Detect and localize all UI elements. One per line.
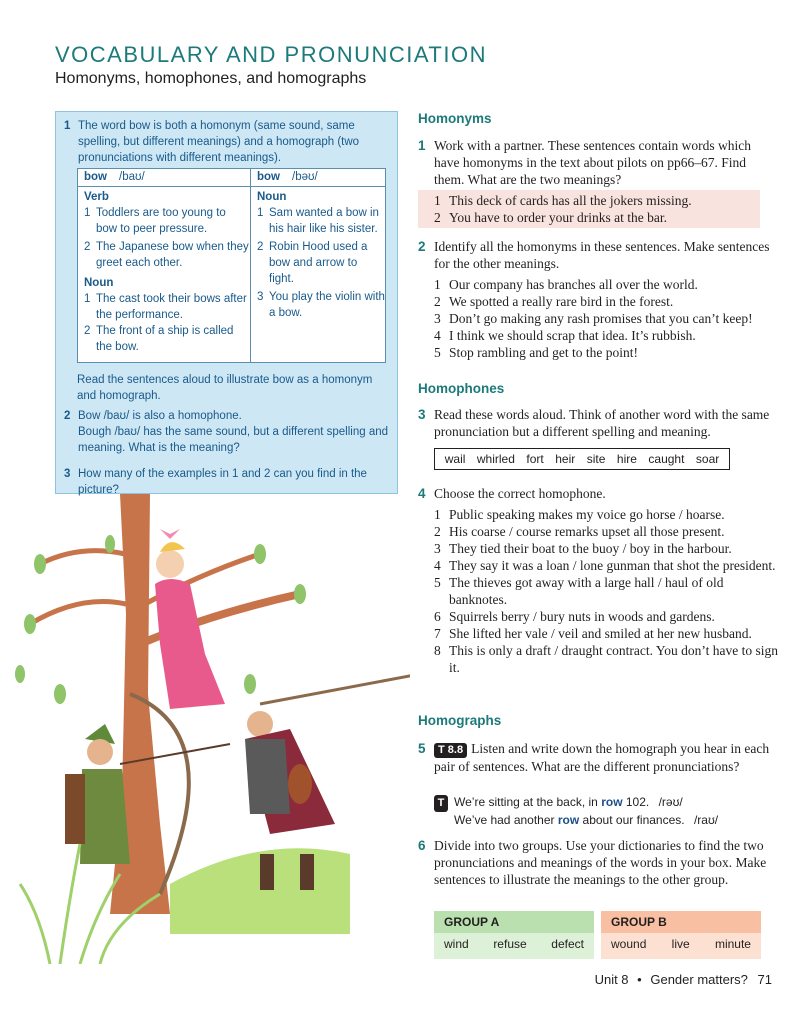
exercise-number: 6	[418, 838, 426, 853]
list-item: 1 Our company has branches all over the world.	[434, 277, 698, 292]
info-item-number: 1	[64, 120, 71, 132]
word: wound	[611, 937, 647, 951]
exercise-1-list	[418, 190, 760, 228]
example: 2 The Japanese bow when they greet each other.	[84, 241, 249, 269]
exercise-text: Choose the correct homophone.	[434, 486, 606, 501]
info-item-number: 3	[64, 468, 71, 480]
exercise-text: Work with a partner. These sentences contain words which have homonyms in the text about pilots on pp66–67. Find them. What are the two meanings?	[434, 138, 751, 187]
info-item-text: Bough /baʊ/ has the same sound, but a different spelling and meaning. What is the meaning?	[78, 426, 389, 454]
phonetic: /raʊ/	[693, 813, 719, 827]
exercise-number: 5	[418, 741, 426, 756]
list-item: 2 You have to order your drinks at the bar.	[434, 210, 667, 225]
list-item: 2 We spotted a really rare bird in the forest.	[434, 294, 674, 309]
group-label: GROUP B	[601, 911, 761, 933]
list-item: 3 Don’t go making any rash promises that you can’t keep!	[434, 311, 753, 326]
list-item: 8 This is only a draft / draught contract. You don’t have to sign it.	[434, 643, 778, 675]
highlighted-word: row	[557, 813, 580, 827]
info-item-2	[64, 408, 389, 456]
exercise-1	[418, 137, 778, 188]
word: refuse	[493, 937, 527, 951]
exercise-6	[418, 837, 778, 888]
unit-label: Unit 8	[594, 972, 629, 987]
example: 1 The cast took their bows after the performance.	[84, 293, 247, 321]
example: 1 Toddlers are too young to bow to peer pressure.	[84, 207, 226, 235]
word: site	[586, 452, 606, 466]
highlighted-word: row	[601, 795, 623, 809]
list-item: 6 Squirrels berry / bury nuts in woods and gardens.	[434, 609, 715, 624]
page-title: VOCABULARY AND PRONUNCIATION	[55, 42, 487, 67]
phonetic: /rəʊ/	[658, 795, 683, 809]
word: minute	[714, 937, 751, 951]
group-label: GROUP A	[434, 911, 594, 933]
read-instruction: Read the sentences aloud to illustrate bow as a homonym and homograph.	[77, 374, 373, 402]
page-subtitle: Homonyms, homophones, and homographs	[55, 70, 367, 87]
list-item: 5 Stop rambling and get to the point!	[434, 345, 638, 360]
exercise-5	[418, 740, 778, 775]
list-item: 5 The thieves got away with a large hall / haul of old banknotes.	[434, 575, 724, 607]
list-item: 3 They tied their boat to the buoy / boy in the harbour.	[434, 541, 732, 556]
exercise-number: 2	[418, 239, 426, 254]
list-item: 2 His coarse / course remarks upset all those present.	[434, 524, 725, 539]
illustration	[0, 494, 410, 964]
audio-track-badge[interactable]: T 8.8	[434, 743, 467, 758]
bow-table	[77, 168, 386, 363]
table-header: bow /baʊ/	[78, 169, 250, 187]
transcript-badge: T	[434, 795, 448, 812]
exercise-2	[418, 238, 778, 361]
example: 1 Sam wanted a bow in his hair like his sister.	[257, 207, 379, 235]
category-label: Noun	[84, 277, 114, 289]
exercise-3	[418, 406, 778, 440]
word: hire	[616, 452, 637, 466]
section-heading-homonyms: Homonyms	[418, 111, 492, 126]
word-box	[434, 448, 730, 470]
exercise-number: 3	[418, 407, 426, 422]
info-box	[55, 111, 398, 494]
word: defect	[551, 937, 584, 951]
example: 2 The front of a ship is called the bow.	[84, 325, 234, 353]
bow-table-col-right	[251, 169, 385, 362]
tree-branch	[30, 602, 126, 625]
exercise-text: Listen and write down the homograph you hear in each pair of sentences. What are the different pronunciations?	[434, 741, 770, 774]
info-item-1	[64, 118, 389, 166]
word: heir	[555, 452, 576, 466]
list-item: 4 I think we should scrap that idea. It’s rubbish.	[434, 328, 696, 343]
info-item-text: How many of the examples in 1 and 2 can you find in the picture?	[78, 468, 367, 496]
group-b-box	[601, 911, 761, 959]
info-item-text: Bow /baʊ/ is also a homophone.	[78, 410, 242, 422]
tree-branch	[40, 551, 125, 564]
exercise-text: Identify all the homonyms in these sentences. Make sentences for the other meanings.	[434, 239, 770, 271]
word: caught	[648, 452, 685, 466]
category-label: Noun	[257, 191, 287, 203]
exercise-text: Divide into two groups. Use your dictionaries to find the two pronunciations and meanings of the words in your box. Make sentences to illustrate the meanings to the other group.	[434, 838, 767, 887]
exercise-text: Read these words aloud. Think of another word with the same pronunciation but a different spelling and meaning.	[434, 407, 770, 439]
separator: •	[637, 972, 642, 987]
example: 2 Robin Hood used a bow and arrow to fight.	[257, 241, 368, 285]
exercise-number: 4	[418, 486, 426, 501]
category-label: Verb	[84, 191, 109, 203]
example: 3 You play the violin with a bow.	[257, 291, 385, 319]
list-item: 1 Public speaking makes my voice go horse / hoarse.	[434, 507, 725, 522]
exercise-4	[418, 485, 778, 676]
page-footer	[595, 972, 772, 987]
topic-label: Gender matters?	[650, 972, 748, 987]
exercise-number: 1	[418, 138, 426, 153]
word: wind	[444, 937, 469, 951]
section-heading-homophones: Homophones	[418, 381, 505, 396]
word: soar	[695, 452, 720, 466]
word: wail	[444, 452, 466, 466]
word: live	[671, 937, 690, 951]
transcript: T We’re sitting at the back, in row 102. /rəʊ/ We’ve had another row about our finances. /raʊ/	[434, 794, 718, 829]
list-item: 4 They say it was a loan / lone gunman that shot the president.	[434, 558, 776, 573]
info-item-text: The word bow is both a homonym (same sound, same spelling, but different meanings) and a homograph (two pronunciations with different meanings).	[78, 120, 360, 164]
word: fort	[526, 452, 544, 466]
info-item-number: 2	[64, 410, 71, 422]
section-heading-homographs: Homographs	[418, 713, 502, 728]
page-number: 71	[757, 972, 772, 987]
list-item: 7 She lifted her vale / veil and smiled at her new husband.	[434, 626, 752, 641]
table-header: bow /bəʊ/	[251, 169, 385, 187]
group-a-box	[434, 911, 594, 959]
bow-table-col-left	[78, 169, 251, 362]
word: whirled	[476, 452, 515, 466]
list-item: 1 This deck of cards has all the jokers missing.	[434, 193, 692, 208]
